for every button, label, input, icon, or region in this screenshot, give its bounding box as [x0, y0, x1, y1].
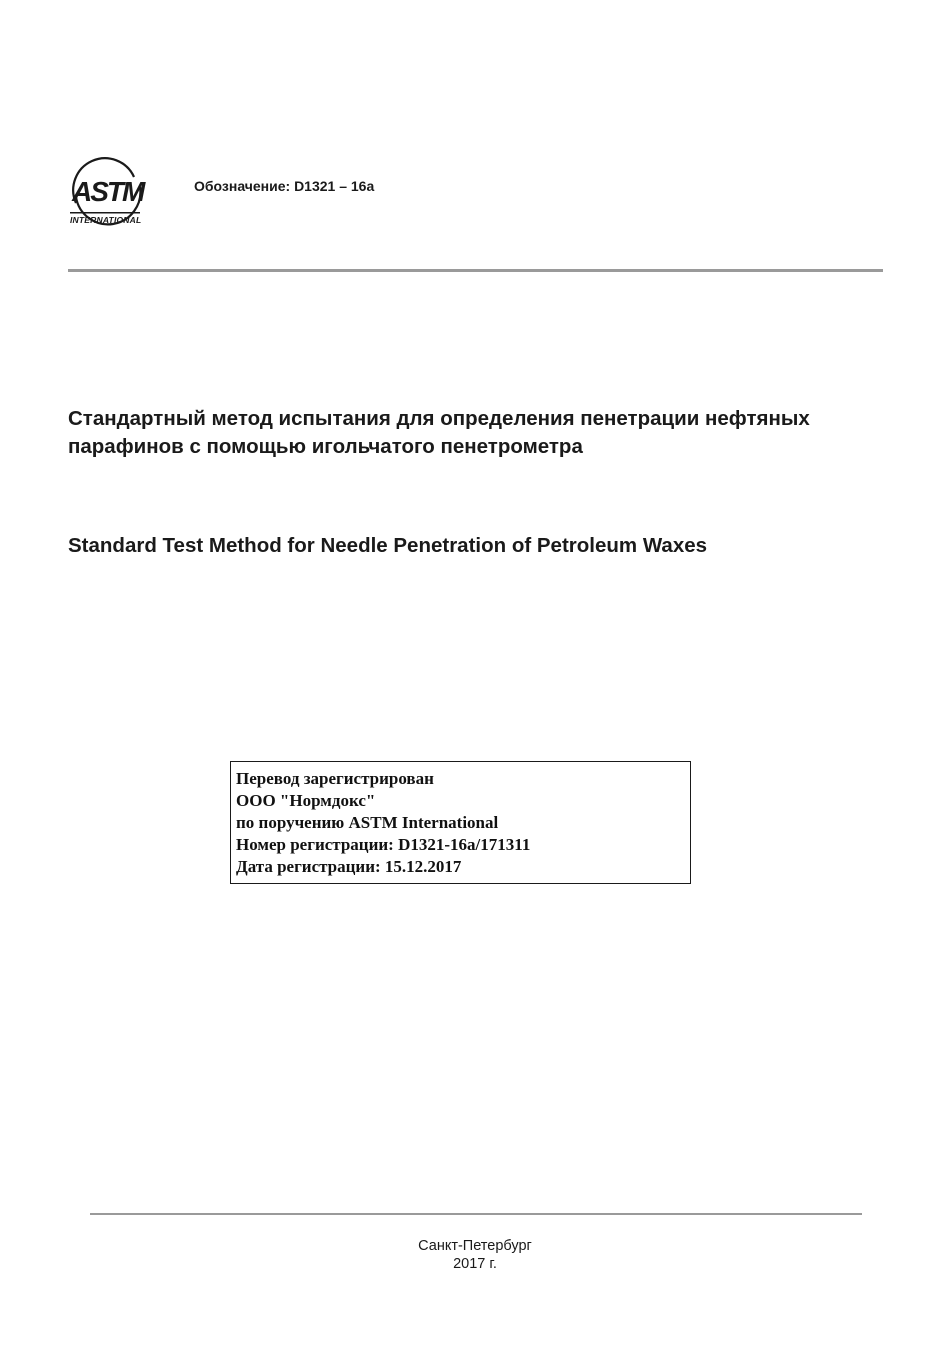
registration-line-5: Дата регистрации: 15.12.2017: [236, 857, 462, 876]
header-divider: [68, 269, 883, 272]
logo-text: ASTM: [72, 176, 144, 207]
title-russian: Стандартный метод испытания для определения пенетрации нефтяных парафинов с помощью игольчатого пенетрометра: [68, 407, 810, 458]
logo-subtext: INTERNATIONAL: [70, 215, 142, 225]
footer-city: Санкт-Петербург: [418, 1238, 532, 1254]
registration-line-2: ООО "Нормдокс": [236, 791, 376, 810]
registration-line-4: Номер регистрации: D1321-16a/171311: [236, 835, 531, 854]
footer-year: 2017 г.: [453, 1256, 497, 1272]
designation: Обозначение: D1321 – 16a: [194, 178, 375, 194]
astm-logo: [64, 157, 146, 229]
registration-line-3: по поручению ASTM International: [236, 813, 499, 832]
title-english: Standard Test Method for Needle Penetration of Petroleum Waxes: [68, 534, 708, 557]
registration-box: [230, 761, 691, 884]
footer-divider: [90, 1213, 862, 1215]
registration-line-1: Перевод зарегистрирован: [236, 769, 434, 788]
